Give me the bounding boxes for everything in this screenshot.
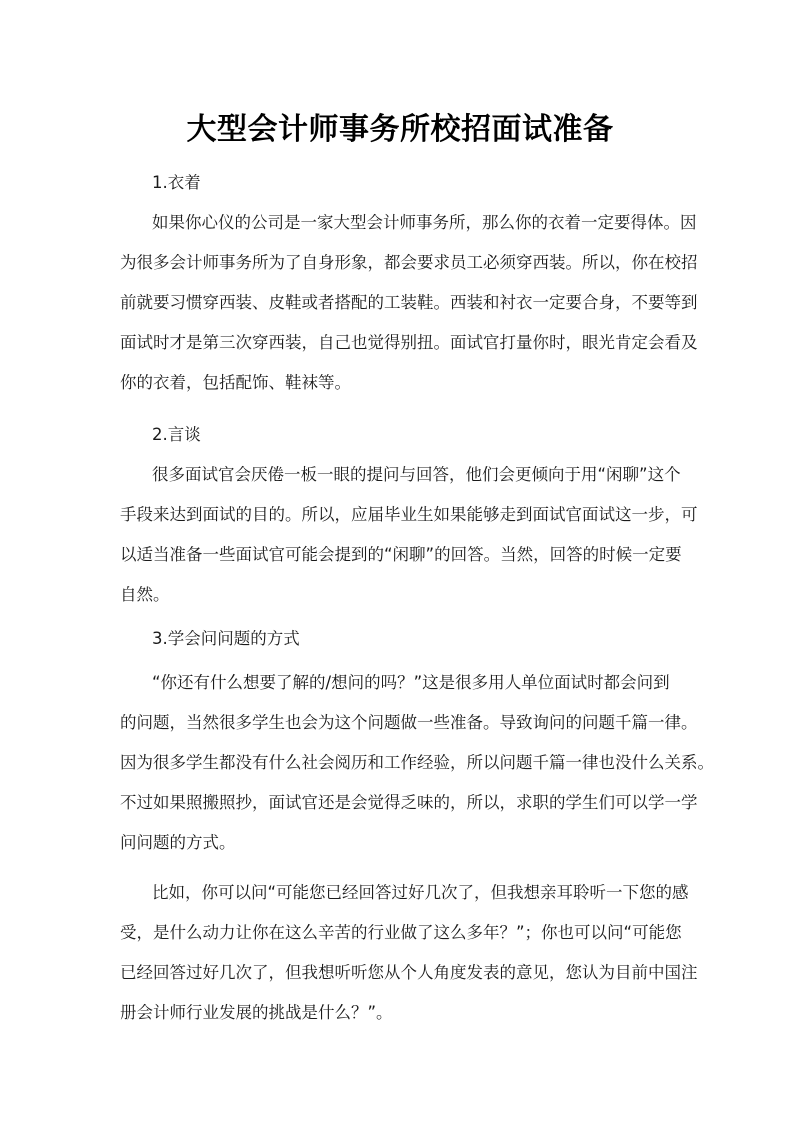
paragraph-line: 问问题的方式。 <box>120 833 236 852</box>
paragraph-line: 自然。 <box>120 585 170 604</box>
paragraph-line: 为很多会计师事务所为了自身形象，都会要求员工必须穿西装。所以，你在校招 <box>120 253 698 272</box>
section-heading: 3.学会问问题的方式 <box>152 629 300 648</box>
paragraph-line: 已经回答过好几次了，但我想听听您从个人角度发表的意见，您认为目前中国注 <box>120 963 698 982</box>
section-heading: 2.言谈 <box>152 425 201 444</box>
document-title: 大型会计师事务所校招面试准备 <box>186 112 614 147</box>
paragraph-line: 很多面试官会厌倦一板一眼的提问与回答，他们会更倾向于用“闲聊”这个 <box>152 465 681 484</box>
paragraph-line: 册会计师行业发展的挑战是什么？”。 <box>120 1003 393 1022</box>
paragraph-line: 以适当准备一些面试官可能会提到的“闲聊”的回答。当然，回答的时候一定要 <box>120 545 682 564</box>
section-heading: 1.衣着 <box>152 173 201 192</box>
paragraph-line: 你的衣着，包括配饰、鞋袜等。 <box>120 373 351 392</box>
paragraph-line: 如果你心仪的公司是一家大型会计师事务所，那么你的衣着一定要得体。因 <box>152 213 697 232</box>
paragraph-line: 手段来达到面试的目的。所以，应届毕业生如果能够走到面试官面试这一步，可 <box>120 505 698 524</box>
paragraph-line: 不过如果照搬照抄，面试官还是会觉得乏味的，所以，求职的学生们可以学一学 <box>120 793 698 812</box>
paragraph-line: 的问题，当然很多学生也会为这个问题做一些准备。导致询问的问题千篇一律。 <box>120 713 698 732</box>
paragraph-line: 受，是什么动力让你在这么辛苦的行业做了这么多年？”；你也可以问“可能您 <box>120 923 682 942</box>
paragraph-line: 因为很多学生都没有什么社会阅历和工作经验，所以问题千篇一律也没什么关系。 <box>120 753 714 772</box>
paragraph-line: 前就要习惯穿西装、皮鞋或者搭配的工装鞋。西装和衬衣一定要合身，不要等到 <box>120 293 698 312</box>
paragraph-line: “你还有什么想要了解的/想问的吗？”这是很多用人单位面试时都会问到 <box>152 673 670 692</box>
paragraph-line: 面试时才是第三次穿西装，自己也觉得别扭。面试官打量你时，眼光肯定会看及 <box>120 333 698 352</box>
paragraph-line: 比如，你可以问“可能您已经回答过好几次了，但我想亲耳聆听一下您的感 <box>152 883 689 902</box>
